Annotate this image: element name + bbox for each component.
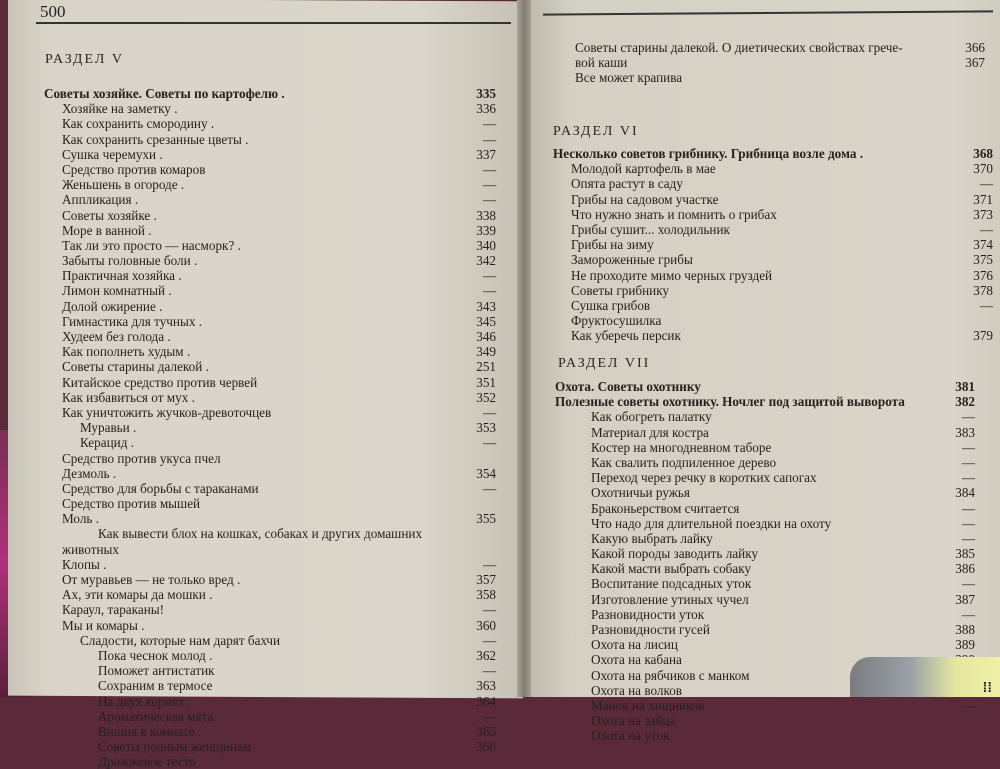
- toc-entry-page: —: [482, 632, 496, 648]
- toc-entry-page: 367: [965, 55, 985, 71]
- toc-entry-title: Сохраним в термосе: [98, 678, 213, 694]
- toc-entry-page: 364: [476, 693, 496, 709]
- toc-entry-title: Китайское средство против червей: [62, 374, 258, 390]
- toc-entry-page: —: [482, 131, 496, 147]
- toc-entry: [555, 713, 975, 728]
- toc-entry-title: Худеем без голода .: [62, 329, 171, 344]
- toc-entry: [575, 40, 985, 55]
- toc-entry-page: —: [961, 697, 975, 713]
- toc-entry-title: Караул, тараканы!: [62, 602, 165, 618]
- toc-entry: [555, 470, 975, 485]
- toc-entry: [44, 602, 496, 617]
- toc-entry: [575, 55, 985, 70]
- toc-entry-page: 358: [476, 587, 496, 603]
- toc-entry: [44, 299, 496, 314]
- toc-entry-page: 366: [476, 739, 496, 755]
- toc-entry-title: Переход через речку в коротких сапогах: [591, 470, 817, 486]
- toc-entry: [553, 252, 993, 267]
- toc-entry-title: Практичная хозяйка .: [62, 268, 182, 284]
- toc-entry-page: 384: [955, 485, 975, 501]
- toc-entry: [44, 724, 496, 739]
- header-rule-left: [36, 22, 511, 24]
- toc-entry-title: Советы полным женщинам: [98, 739, 252, 755]
- toc-entry: [44, 253, 496, 268]
- toc-entry: [44, 405, 496, 420]
- toc-entry: [44, 663, 496, 678]
- toc-entry-title: Какую выбрать лайку: [591, 530, 713, 546]
- toc-entry: [44, 344, 496, 359]
- toc-entry: [44, 572, 496, 587]
- toc-entry: [44, 709, 496, 724]
- toc-entry: [44, 132, 496, 147]
- toc-entry-title: Материал для костра: [591, 424, 709, 440]
- toc-entry: [44, 542, 496, 557]
- toc-entry: [44, 116, 496, 131]
- toc-entry: [44, 192, 496, 207]
- toc-entry-title: Грибы сушит... холодильник: [571, 221, 730, 237]
- toc-entry-page: 349: [476, 344, 496, 360]
- toc-entry: [555, 485, 975, 500]
- toc-entry: [555, 561, 975, 576]
- toc-entry-page: 386: [955, 561, 975, 577]
- toc-entry: [44, 375, 496, 390]
- toc-entry-title: Какой масти выбрать собаку: [591, 561, 752, 577]
- toc-entry-title: Изготовление утиных чучел: [591, 591, 749, 607]
- toc-entry-page: —: [979, 221, 993, 237]
- toc-entry: [553, 298, 993, 313]
- toc-entry: [555, 409, 975, 424]
- toc-entry-title: Советы хозяйке. Советы по картофелю .: [44, 86, 285, 101]
- toc-entry-title: Советы старины далекой. О диетических свойствах грече-: [575, 40, 903, 55]
- toc-entry-page: —: [961, 530, 975, 546]
- toc-entry-page: —: [961, 470, 975, 486]
- toc-entry: [44, 329, 496, 344]
- toc-entry-title: Охота на волков: [591, 682, 683, 698]
- toc-entry-page: 353: [476, 420, 496, 436]
- toc-entry: [44, 496, 496, 511]
- toc-entry-title: Пока чеснок молод .: [98, 647, 213, 663]
- toc-entry: [44, 739, 496, 754]
- toc-entry: [44, 420, 496, 435]
- toc-entry-page: —: [482, 480, 496, 496]
- toc-section-5: [44, 86, 496, 769]
- toc-entry-title: Ах, эти комары да мошки .: [62, 587, 213, 603]
- toc-entry-title: Средство против укуса пчел: [62, 450, 221, 466]
- toc-entry-title: Долой ожирение .: [62, 298, 163, 314]
- toc-entry-page: —: [961, 576, 975, 592]
- toc-entry-page: 383: [955, 424, 975, 440]
- toc-entry: [44, 390, 496, 405]
- toc-entry: [44, 526, 496, 541]
- toc-entry-title: Как вывести блох на кошках, собаках и других домашних: [98, 526, 423, 542]
- toc-entry-page: —: [482, 177, 496, 193]
- page-number: 500: [40, 2, 66, 21]
- toc-entry: [44, 511, 496, 526]
- toc-entry-page: 336: [476, 101, 496, 117]
- toc-entry-page: —: [961, 606, 975, 622]
- toc-entry-page: —: [482, 268, 496, 284]
- toc-entry: [44, 435, 496, 450]
- toc-entry-page: 342: [476, 253, 496, 269]
- toc-entry-page: —: [961, 515, 975, 531]
- toc-entry-title: Молодой картофель в мае: [571, 161, 716, 177]
- toc-entry-title: Дезмоль .: [62, 465, 117, 481]
- toc-entry: [553, 176, 993, 191]
- toc-entry-page: 357: [476, 572, 496, 587]
- toc-entry-title: Что нужно знать и помнить о грибах: [571, 206, 777, 222]
- toc-entry: [555, 440, 975, 455]
- toc-entry: [44, 648, 496, 663]
- toc-entry: [44, 633, 496, 648]
- toc-entry-page: 339: [476, 222, 496, 238]
- toc-entry-title: Манок на хищников: [591, 697, 705, 713]
- toc-entry: [44, 466, 496, 481]
- section-7-heading: РАЗДЕЛ VII: [558, 356, 651, 371]
- toc-entry-title: От муравьев — не только вред .: [62, 572, 241, 587]
- toc-entry: [555, 698, 975, 713]
- toc-entry: [555, 501, 975, 516]
- toc-entry-title: вой каши: [575, 55, 628, 71]
- book-spine: [517, 0, 531, 697]
- toc-entry-page: 376: [973, 267, 993, 283]
- toc-entry-page: 352: [476, 389, 496, 405]
- toc-entry-page: 388: [955, 622, 975, 637]
- toc-entry-title: Браконьерством считается: [591, 500, 740, 516]
- toc-entry-page: 387: [955, 591, 975, 607]
- toc-entry: [555, 592, 975, 607]
- toc-entry-title: Дрожжевое тесто: [98, 754, 196, 769]
- toc-entry: [553, 192, 993, 207]
- toc-entry: [555, 607, 975, 622]
- toc-entry-page: 346: [476, 329, 496, 344]
- toc-entry: [44, 208, 496, 223]
- toc-entry: [553, 283, 993, 298]
- toc-entry-page: 335: [476, 86, 496, 101]
- toc-entry-page: 251: [476, 359, 496, 375]
- toc-entry-page: —: [482, 708, 496, 724]
- toc-entry: [44, 587, 496, 602]
- toc-entry: [44, 557, 496, 572]
- toc-entry-title: Как свалить подпиленное дерево: [591, 454, 777, 470]
- toc-entry-page: 371: [973, 191, 993, 207]
- toc-entry-title: Полезные советы охотнику. Ночлег под защитой выворота: [555, 394, 905, 410]
- sticker-mark: ⁞⁞: [982, 679, 992, 695]
- toc-entry: [44, 101, 496, 116]
- toc-entry: [44, 177, 496, 192]
- toc-entry-page: 368: [973, 146, 993, 161]
- toc-entry: [555, 622, 975, 637]
- toc-entry-page: 351: [476, 374, 496, 390]
- toc-entry: [44, 481, 496, 496]
- toc-entry-page: 373: [973, 206, 993, 222]
- toc-entry: [44, 694, 496, 709]
- toc-entry-page: —: [482, 663, 496, 679]
- toc-entry-title: Средство для борьбы с тараканами: [62, 480, 259, 496]
- toc-entry-page: 375: [973, 252, 993, 268]
- toc-entry-page: 355: [476, 511, 496, 527]
- toc-entry-title: Море в ванной .: [62, 222, 152, 238]
- toc-entry: [44, 754, 496, 769]
- toc-entry-title: Моль .: [62, 511, 100, 527]
- toc-entry-page: 338: [476, 207, 496, 223]
- toc-entry-title: Что надо для длительной поездки на охоту: [591, 515, 832, 531]
- toc-entry-page: 363: [476, 678, 496, 694]
- toc-entry-page: 379: [973, 328, 993, 344]
- section-5-heading: РАЗДЕЛ V: [45, 52, 124, 67]
- toc-entry: [44, 162, 496, 177]
- toc-entry: [555, 379, 975, 394]
- toc-entry-title: Так ли это просто — насморк? .: [62, 237, 241, 253]
- toc-entry-page: —: [961, 454, 975, 470]
- toc-entry: [553, 313, 993, 328]
- toc-entry: [44, 678, 496, 693]
- toc-entry-title: Грибы на садовом участке: [571, 191, 719, 207]
- toc-entry-page: —: [482, 556, 496, 572]
- toc-entry-page: —: [961, 500, 975, 516]
- toc-entry: [555, 531, 975, 546]
- toc-entry-page: —: [482, 192, 496, 208]
- toc-entry-title: Сладости, которые нам дарят бахчи: [80, 632, 281, 648]
- toc-entry-page: —: [961, 409, 975, 425]
- toc-entry-title: Воспитание подсадных уток: [591, 576, 752, 592]
- toc-entry-page: 378: [973, 282, 993, 298]
- toc-entry-title: Женьшень в огороде .: [62, 177, 185, 193]
- price-sticker: [850, 657, 1000, 697]
- toc-entry-title: Как избавиться от мух .: [62, 389, 195, 405]
- toc-entry-page: —: [961, 439, 975, 455]
- toc-entry-title: Замороженные грибы: [571, 252, 693, 268]
- toc-entry-title: Костер на многодневном таборе: [591, 439, 772, 455]
- toc-entry: [44, 223, 496, 238]
- toc-entry-page: —: [482, 116, 496, 132]
- toc-entry: [44, 451, 496, 466]
- toc-entry-page: 337: [476, 146, 496, 162]
- toc-entry: [44, 86, 496, 101]
- toc-entry-title: Клопы .: [62, 556, 107, 572]
- toc-entry-title: Как уберечь персик: [571, 328, 681, 344]
- toc-entry-title: Охота на рябчиков с манком: [591, 667, 750, 683]
- toc-entry: [44, 147, 496, 162]
- toc-entry-page: 374: [973, 237, 993, 253]
- toc-entry: [555, 394, 975, 409]
- toc-entry-title: Как уничтожить жучков-древоточцев: [62, 404, 272, 420]
- toc-entry-title: Охота на лисиц: [591, 637, 678, 653]
- toc-entry-title: Хозяйке на заметку .: [62, 101, 178, 117]
- toc-entry: [44, 314, 496, 329]
- toc-entry-title: Средство против мышей: [62, 496, 201, 512]
- toc-entry-title: Охота на кабана: [591, 652, 682, 668]
- toc-entry: [555, 516, 975, 531]
- toc-section-6: [553, 146, 993, 343]
- toc-entry-title: Аппликация .: [62, 192, 139, 208]
- toc-entry-title: Охотничьи ружья: [591, 485, 690, 501]
- toc-entry-page: 362: [476, 647, 496, 663]
- toc-entry-title: Опята растут в саду: [571, 176, 683, 192]
- toc-entry: [553, 237, 993, 252]
- toc-entry-page: 370: [973, 161, 993, 177]
- toc-entry-page: —: [979, 297, 993, 313]
- toc-entry: [44, 238, 496, 253]
- toc-entry-title: Охота на зайца: [591, 713, 676, 729]
- toc-entry-title: Муравьи .: [80, 420, 137, 436]
- toc-entry-title: Советы хозяйке .: [62, 207, 157, 223]
- toc-entry-page: 366: [965, 40, 985, 55]
- toc-entry: [44, 618, 496, 633]
- toc-entry-title: Мы и комары .: [62, 617, 145, 633]
- toc-entry-page: —: [482, 435, 496, 451]
- toc-entry-title: Сушка черемухи .: [62, 146, 163, 162]
- toc-entry-title: Несколько советов грибнику. Грибница возле дома .: [553, 146, 864, 161]
- toc-entry: [555, 425, 975, 440]
- toc-entry: [555, 637, 975, 652]
- toc-entry: [553, 222, 993, 237]
- toc-entry-title: Керацид .: [80, 435, 135, 451]
- toc-entry-page: 385: [955, 546, 975, 562]
- toc-entry-title: животных: [62, 541, 119, 557]
- toc-entry-title: Вишня в комнате .: [98, 723, 202, 739]
- toc-entry: [44, 359, 496, 374]
- toc-entry-title: Советы грибнику: [571, 282, 670, 298]
- toc-entry-title: Не проходите мимо черных груздей: [571, 267, 773, 283]
- toc-entry: [44, 268, 496, 283]
- toc-entry-title: На двух корнях .: [98, 693, 191, 709]
- toc-entry: [44, 283, 496, 298]
- toc-entry-page: 343: [476, 298, 496, 314]
- toc-entry-title: Как пополнеть худым .: [62, 344, 191, 360]
- toc-entry: [553, 268, 993, 283]
- toc-entry-title: Сушка грибов: [571, 297, 651, 313]
- toc-entry-title: Какой породы заводить лайку: [591, 546, 759, 562]
- toc-entry-title: Лимон комнатный .: [62, 283, 172, 299]
- toc-entry-page: —: [482, 602, 496, 618]
- toc-entry-title: Как сохранить смородину .: [62, 116, 215, 132]
- toc-entry: [555, 576, 975, 591]
- toc-entry-page: —: [482, 161, 496, 177]
- toc-entry-title: Разновидности уток: [591, 606, 705, 622]
- toc-entry-page: 365: [476, 723, 496, 739]
- toc-entry-title: Советы старины далекой .: [62, 359, 209, 375]
- toc-entry-page: 382: [955, 394, 975, 410]
- toc-entry-page: 340: [476, 237, 496, 253]
- toc-entry-title: Как сохранить срезанные цветы .: [62, 131, 249, 147]
- section-6-heading: РАЗДЕЛ VI: [553, 124, 639, 139]
- toc-entry: [555, 546, 975, 561]
- toc-entry: [553, 146, 993, 161]
- toc-entry-title: Фруктосушилка: [571, 313, 662, 329]
- toc-entry-page: 389: [955, 637, 975, 653]
- toc-entry: [553, 207, 993, 222]
- toc-entry: [555, 728, 975, 743]
- toc-entry: [575, 70, 985, 85]
- toc-entry-page: —: [482, 404, 496, 420]
- toc-entry-page: —: [979, 176, 993, 192]
- toc-entry-page: 354: [476, 465, 496, 481]
- toc-entry-title: Охота. Советы охотнику: [555, 379, 701, 394]
- toc-entry-title: Все может крапива: [575, 70, 683, 86]
- toc-entry-title: Грибы на зиму: [571, 237, 654, 253]
- toc-right-continuation: [575, 40, 985, 86]
- toc-entry-title: Охота на уток: [591, 728, 670, 744]
- toc-entry-page: —: [482, 283, 496, 299]
- toc-entry-title: Гимнастика для тучных .: [62, 313, 203, 329]
- toc-entry-title: Забыты головные боли .: [62, 253, 198, 269]
- toc-entry-page: 381: [955, 379, 975, 394]
- toc-entry-page: 345: [476, 313, 496, 329]
- toc-entry: [553, 161, 993, 176]
- toc-entry-page: 360: [476, 617, 496, 633]
- toc-entry-title: Поможет антистатик: [98, 663, 215, 679]
- toc-entry: [555, 455, 975, 470]
- toc-entry-title: Средство против комаров: [62, 161, 206, 177]
- toc-entry-title: Как обогреть палатку: [591, 409, 712, 425]
- toc-entry-title: Разновидности гусей: [591, 622, 710, 637]
- toc-entry-title: Ароматическая мята: [98, 708, 214, 724]
- toc-entry: [553, 328, 993, 343]
